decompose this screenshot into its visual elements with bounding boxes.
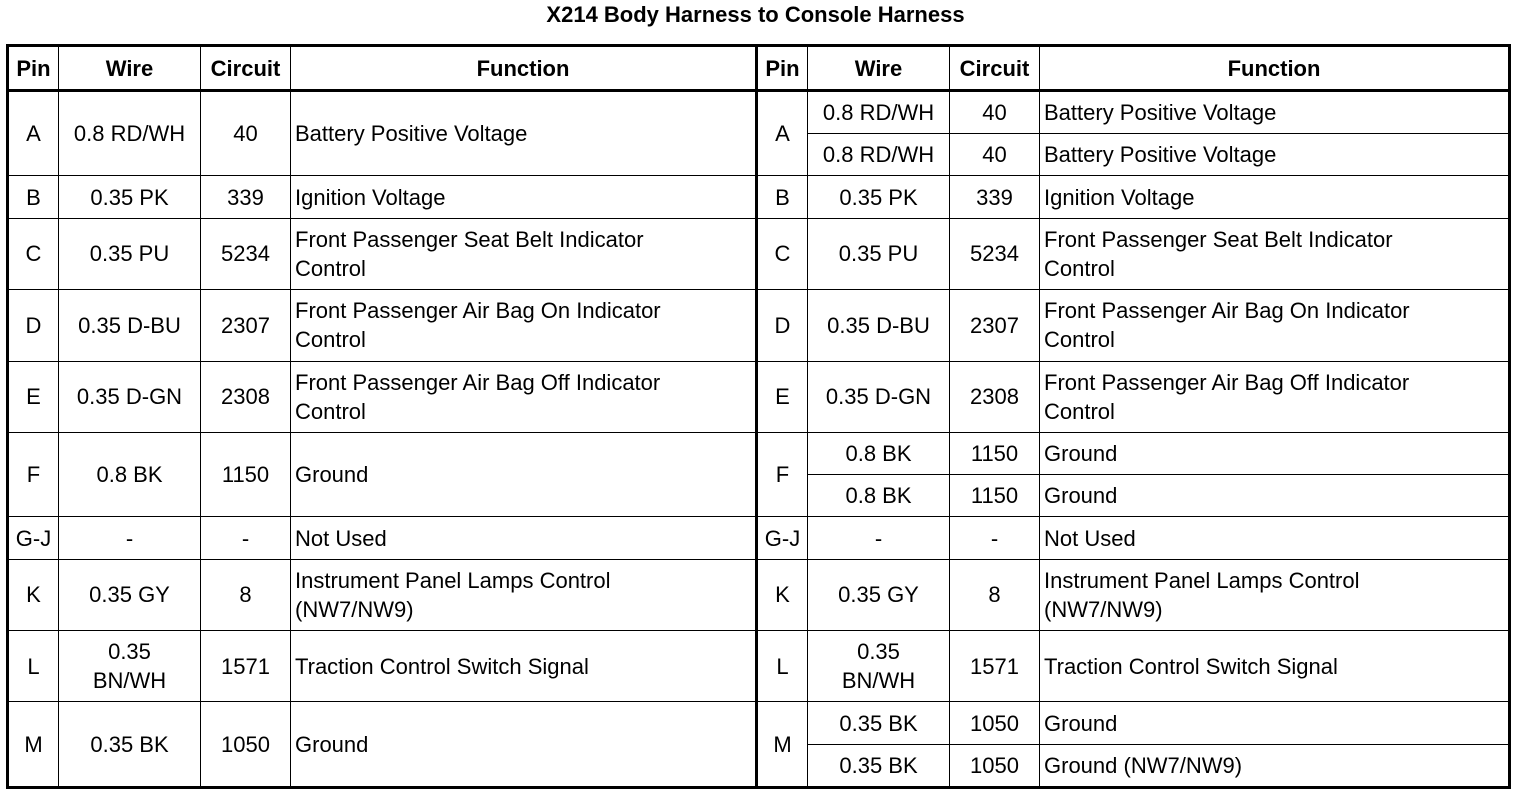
function-line: Control <box>1044 398 1115 424</box>
function-cell: Battery Positive Voltage <box>1040 134 1510 176</box>
pin-cell: B <box>757 176 808 218</box>
pin-cell: M <box>757 702 808 788</box>
header-function: Function <box>291 46 757 91</box>
circuit-cell: - <box>950 517 1040 559</box>
function-cell <box>291 361 757 432</box>
wire-cell: 0.35 D-BU <box>808 290 950 361</box>
header-pin: Pin <box>757 46 808 91</box>
function-cell <box>291 218 757 289</box>
wire-cell: 0.35 PU <box>59 218 201 289</box>
pin-cell: D <box>8 290 59 361</box>
wire-cell: 0.35 GY <box>59 559 201 630</box>
wire-cell: 0.35 D-GN <box>59 361 201 432</box>
circuit-cell: 2307 <box>201 290 291 361</box>
pin-cell: D <box>757 290 808 361</box>
pin-cell: C <box>757 218 808 289</box>
pin-cell: L <box>757 631 808 702</box>
wire-cell: 0.8 RD/WH <box>59 91 201 176</box>
wire-line: BN/WH <box>92 668 167 694</box>
pin-cell: L <box>8 631 59 702</box>
circuit-cell: 1150 <box>950 432 1040 474</box>
function-line: Instrument Panel Lamps Control <box>295 567 611 593</box>
pin-cell: M <box>8 702 59 788</box>
function-cell: Battery Positive Voltage <box>291 91 757 176</box>
function-line: Control <box>1044 327 1115 353</box>
table-row <box>8 218 1510 289</box>
wire-cell: 0.35 PK <box>59 176 201 218</box>
circuit-cell: 1150 <box>950 475 1040 517</box>
function-cell: Ground (NW7/NW9) <box>1040 744 1510 787</box>
function-line: Front Passenger Air Bag On Indicator <box>1044 298 1410 324</box>
wire-cell: 0.8 RD/WH <box>808 134 950 176</box>
pin-cell: F <box>8 432 59 516</box>
function-cell <box>1040 361 1510 432</box>
connector-pinout-table <box>6 44 1511 789</box>
table-row <box>8 559 1510 630</box>
header-circuit: Circuit <box>201 46 291 91</box>
wire-cell <box>808 631 950 702</box>
wire-cell: 0.35 GY <box>808 559 950 630</box>
function-cell: Not Used <box>1040 517 1510 559</box>
wire-cell: 0.35 D-BU <box>59 290 201 361</box>
wire-cell: 0.35 D-GN <box>808 361 950 432</box>
function-cell <box>1040 290 1510 361</box>
header-pin: Pin <box>8 46 59 91</box>
function-cell: Ground <box>1040 475 1510 517</box>
table-row <box>8 290 1510 361</box>
header-function: Function <box>1040 46 1510 91</box>
function-line: Front Passenger Seat Belt Indicator <box>1044 226 1393 252</box>
wire-cell: 0.8 RD/WH <box>808 91 950 134</box>
pin-cell: C <box>8 218 59 289</box>
function-line: Front Passenger Seat Belt Indicator <box>295 226 644 252</box>
function-cell: Traction Control Switch Signal <box>1040 631 1510 702</box>
function-cell <box>1040 559 1510 630</box>
header-circuit: Circuit <box>950 46 1040 91</box>
table-row <box>8 361 1510 432</box>
wire-cell: 0.8 BK <box>808 475 950 517</box>
wire-cell: 0.35 BK <box>808 744 950 787</box>
wire-cell: 0.8 BK <box>59 432 201 516</box>
function-line: (NW7/NW9) <box>1044 596 1163 622</box>
circuit-cell: 1050 <box>201 702 291 788</box>
wire-cell <box>59 631 201 702</box>
function-cell <box>291 559 757 630</box>
function-line: Front Passenger Air Bag On Indicator <box>295 298 661 324</box>
function-line: Control <box>295 327 366 353</box>
table-row <box>8 517 1510 559</box>
circuit-cell: 5234 <box>201 218 291 289</box>
pin-cell: A <box>8 91 59 176</box>
circuit-cell: 1571 <box>201 631 291 702</box>
wire-cell: 0.35 BK <box>59 702 201 788</box>
function-line: Instrument Panel Lamps Control <box>1044 567 1360 593</box>
circuit-cell: 1571 <box>950 631 1040 702</box>
pin-cell: E <box>8 361 59 432</box>
wire-line: BN/WH <box>841 668 916 694</box>
pin-cell: F <box>757 432 808 516</box>
function-cell: Not Used <box>291 517 757 559</box>
function-cell: Ignition Voltage <box>1040 176 1510 218</box>
circuit-cell: 1050 <box>950 744 1040 787</box>
page-title: X214 Body Harness to Console Harness <box>546 2 965 27</box>
circuit-cell: 2308 <box>950 361 1040 432</box>
function-cell: Traction Control Switch Signal <box>291 631 757 702</box>
wire-cell: 0.35 BK <box>808 702 950 744</box>
wire-cell: 0.8 BK <box>808 432 950 474</box>
connector-table-container <box>6 44 1508 789</box>
header-row <box>8 46 1510 91</box>
wire-line: 0.35 <box>108 639 151 665</box>
table-row <box>8 631 1510 702</box>
wire-cell: 0.35 PU <box>808 218 950 289</box>
circuit-cell: 2308 <box>201 361 291 432</box>
pin-cell: K <box>8 559 59 630</box>
wire-line: 0.35 <box>857 639 900 665</box>
function-line: (NW7/NW9) <box>295 596 414 622</box>
circuit-cell: 40 <box>950 134 1040 176</box>
function-cell: Ignition Voltage <box>291 176 757 218</box>
function-cell: Battery Positive Voltage <box>1040 91 1510 134</box>
pin-cell: B <box>8 176 59 218</box>
header-wire: Wire <box>808 46 950 91</box>
pin-cell: A <box>757 91 808 176</box>
function-cell: Ground <box>1040 702 1510 744</box>
wire-cell: - <box>808 517 950 559</box>
function-line: Control <box>1044 255 1115 281</box>
circuit-cell: 1050 <box>950 702 1040 744</box>
pin-cell: G-J <box>8 517 59 559</box>
header-wire: Wire <box>59 46 201 91</box>
function-cell: Ground <box>1040 432 1510 474</box>
circuit-cell: 40 <box>201 91 291 176</box>
function-line: Control <box>295 398 366 424</box>
function-cell <box>291 290 757 361</box>
circuit-cell: 8 <box>950 559 1040 630</box>
table-row <box>8 432 1510 474</box>
table-row <box>8 702 1510 744</box>
circuit-cell: 339 <box>950 176 1040 218</box>
circuit-cell: 1150 <box>201 432 291 516</box>
table-row <box>8 176 1510 218</box>
function-cell <box>1040 218 1510 289</box>
function-line: Front Passenger Air Bag Off Indicator <box>295 369 661 395</box>
circuit-cell: 339 <box>201 176 291 218</box>
pin-cell: K <box>757 559 808 630</box>
function-cell: Ground <box>291 432 757 516</box>
pin-cell: G-J <box>757 517 808 559</box>
circuit-cell: 8 <box>201 559 291 630</box>
wire-cell: 0.35 PK <box>808 176 950 218</box>
function-line: Front Passenger Air Bag Off Indicator <box>1044 369 1410 395</box>
circuit-cell: 40 <box>950 91 1040 134</box>
function-line: Control <box>295 255 366 281</box>
circuit-cell: 2307 <box>950 290 1040 361</box>
table-row <box>8 91 1510 134</box>
circuit-cell: - <box>201 517 291 559</box>
pin-cell: E <box>757 361 808 432</box>
wire-cell: - <box>59 517 201 559</box>
function-cell: Ground <box>291 702 757 788</box>
circuit-cell: 5234 <box>950 218 1040 289</box>
